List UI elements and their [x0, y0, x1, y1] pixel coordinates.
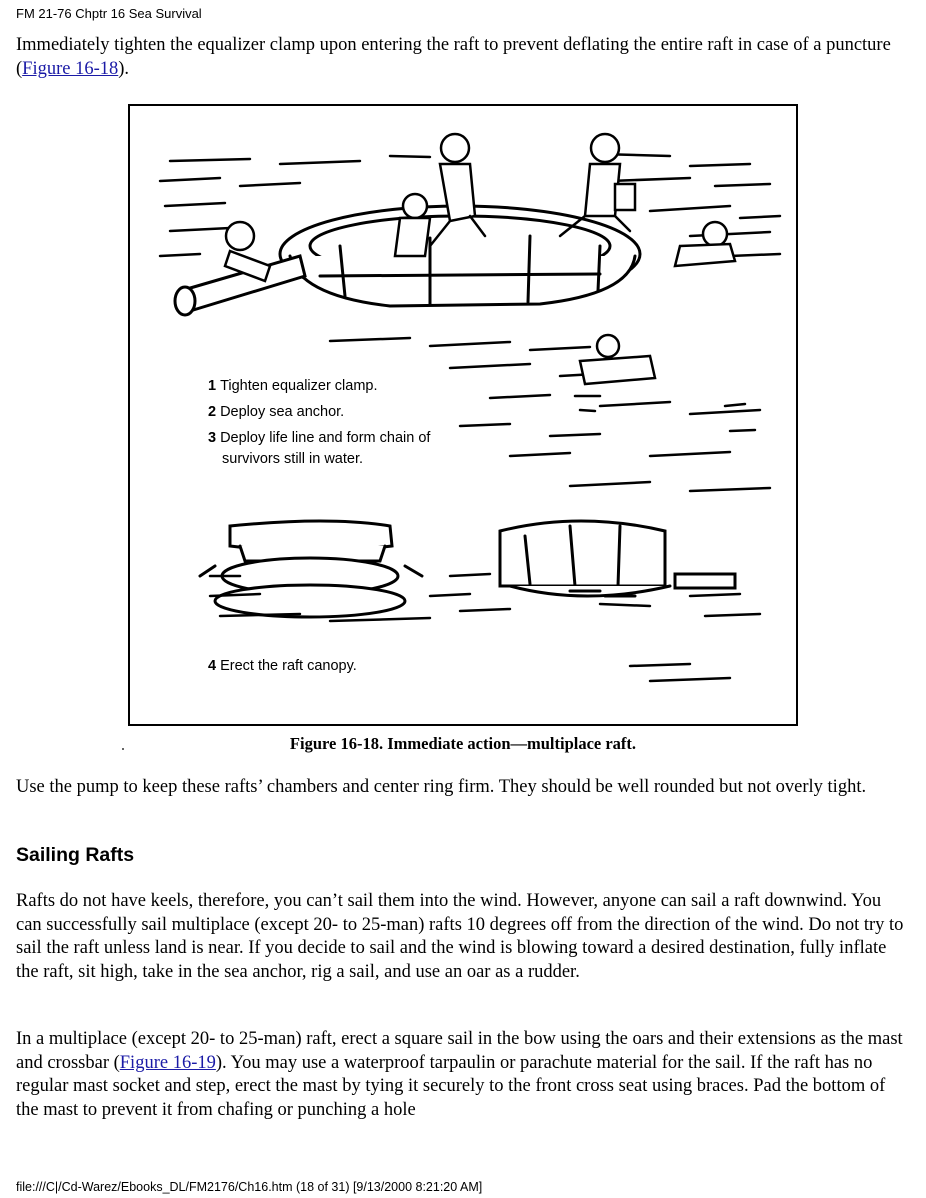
section-heading: Sailing Rafts [16, 844, 135, 866]
figure-step-4 [208, 656, 357, 677]
step-number: 3 [208, 430, 217, 446]
para2-text: In a multiplace (except 20- to 25-man) raft, erect a square sail in the bow using the oars and their extensions as the mast and crossbar ( [16, 1029, 903, 1073]
para2-text-end: ). You may use a waterproof tarpaulin or parachute material for the sail. If the raft has no regular mast socket and step, erect the mast by tying it securely to the front cross seat using braces. Pad the bottom of the mast to prevent it from chafing or punching a hole [16, 1052, 886, 1120]
figure-step-1 [208, 376, 378, 397]
intro-paragraph [16, 34, 911, 81]
figure-caption: Figure 16-18. Immediate action—multiplace raft. [289, 734, 637, 753]
figure-step-3-cont: survivors still in water. [222, 451, 364, 467]
sailing-paragraph-2 [16, 1028, 911, 1122]
figure-16-18 [128, 104, 798, 726]
sailing-paragraph-1: Rafts do not have keels, therefore, you can’t sail them into the wind. However, anyone can sail a raft downwind. You can successfully sail multiplace (except 20- to 25-man) rafts 10 degrees off from the direction of the wind. Do not try to sail the raft unless land is near. If you decide to sail and the wind is blowing toward a desired destination, fully inflate the raft, sit high, take in the sea anchor, rig a sail, and use an oar as a rudder. [16, 891, 904, 982]
figure-16-19-link[interactable]: Figure 16-19 [119, 1052, 216, 1073]
page-header: FM 21-76 Chptr 16 Sea Survival [16, 6, 202, 21]
step-text: Deploy sea anchor. [220, 404, 345, 420]
step-number: 4 [208, 658, 217, 674]
step-text: Tighten equalizer clamp. [220, 378, 378, 394]
step-number: 2 [208, 404, 217, 420]
figure-16-18-link[interactable]: Figure 16-18 [22, 58, 119, 79]
step-text: Erect the raft canopy. [220, 658, 357, 674]
step-text: Deploy life line and form chain of [220, 430, 431, 446]
pump-paragraph: Use the pump to keep these rafts’ chambers and center ring firm. They should be well rounded but not overly tight. [16, 777, 867, 797]
figure-step-2 [208, 402, 344, 423]
intro-text-end: ). [118, 58, 130, 79]
intro-text: Immediately tighten the equalizer clamp upon entering the raft to prevent deflating the entire raft in case of a puncture ( [16, 35, 891, 79]
figure-step-3 [208, 428, 430, 449]
page-footer: file:///C|/Cd-Warez/Ebooks_DL/FM2176/Ch16.htm (18 of 31) [9/13/2000 8:21:20 AM] [16, 1180, 483, 1194]
step-number: 1 [208, 378, 217, 394]
